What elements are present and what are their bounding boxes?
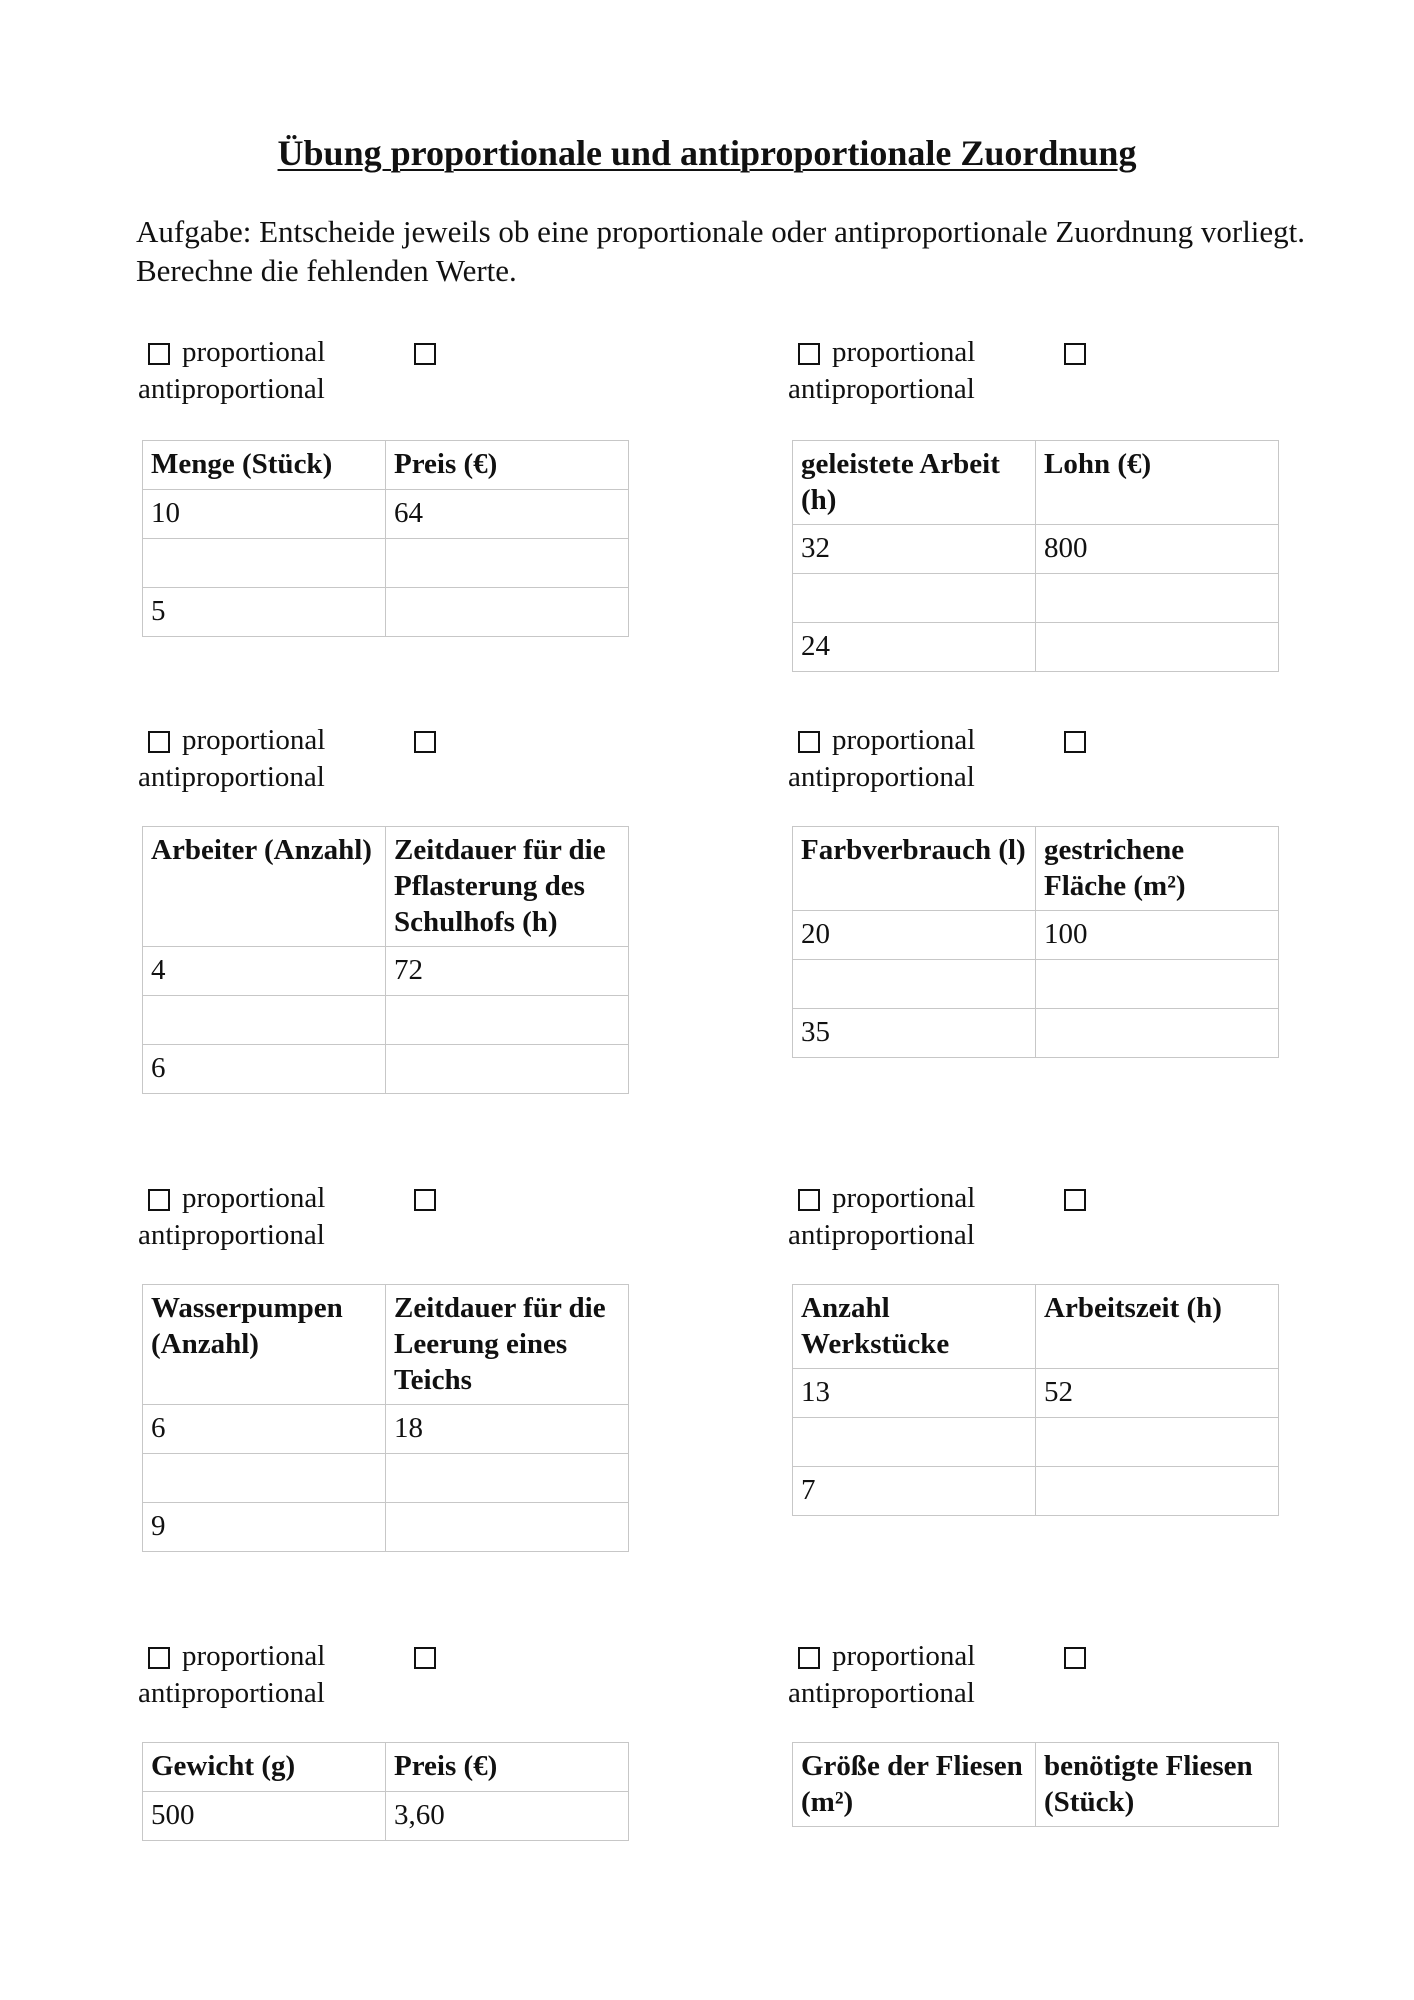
checkbox-proportional[interactable]: [148, 1647, 170, 1669]
value-cell: 6: [143, 1405, 386, 1454]
table-row: [793, 623, 1279, 672]
table-row: [143, 1792, 629, 1841]
checkbox-antiproportional[interactable]: [414, 343, 436, 365]
table-header-row: [793, 441, 1279, 525]
column-header: Wasserpumpen (Anzahl): [143, 1285, 386, 1405]
table-header-row: [143, 1285, 629, 1405]
checkbox-antiproportional[interactable]: [1064, 1647, 1086, 1669]
answer-cell[interactable]: [386, 1454, 629, 1503]
table-row: [143, 996, 629, 1045]
option-group: [788, 334, 1108, 408]
answer-cell[interactable]: [386, 588, 629, 637]
table-row: [143, 1405, 629, 1454]
answer-cell[interactable]: [143, 1454, 386, 1503]
option-group: [788, 1638, 1108, 1712]
table-header-row: [793, 1743, 1279, 1827]
checkbox-proportional[interactable]: [148, 343, 170, 365]
label-antiproportional: antiproportional: [138, 1677, 325, 1709]
table-header-row: [143, 827, 629, 947]
option-group: [788, 1180, 1108, 1254]
table-row: [143, 1503, 629, 1552]
table-row: [793, 1369, 1279, 1418]
answer-cell[interactable]: [1036, 960, 1279, 1009]
label-antiproportional: antiproportional: [138, 373, 325, 405]
option-group: [138, 722, 458, 796]
label-proportional: proportional: [832, 336, 976, 368]
label-proportional: proportional: [182, 724, 326, 756]
label-proportional: proportional: [182, 336, 326, 368]
column-header: Farbverbrauch (l): [793, 827, 1036, 911]
answer-cell[interactable]: [1036, 623, 1279, 672]
value-cell: 500: [143, 1792, 386, 1841]
value-table: [142, 1742, 629, 1841]
label-proportional: proportional: [832, 1182, 976, 1214]
table-row: [143, 1454, 629, 1503]
value-cell: 7: [793, 1467, 1036, 1516]
value-cell: 72: [386, 947, 629, 996]
table-row: [793, 1418, 1279, 1467]
column-header: Anzahl Werkstücke: [793, 1285, 1036, 1369]
answer-cell[interactable]: [1036, 1418, 1279, 1467]
column-header: Arbeiter (Anzahl): [143, 827, 386, 947]
value-cell: 64: [386, 490, 629, 539]
table-row: [793, 960, 1279, 1009]
column-header: Preis (€): [386, 441, 629, 490]
value-cell: 20: [793, 911, 1036, 960]
column-header: gestrichene Fläche (m²): [1036, 827, 1279, 911]
column-header: Gewicht (g): [143, 1743, 386, 1792]
table-row: [793, 525, 1279, 574]
table-row: [793, 574, 1279, 623]
label-antiproportional: antiproportional: [788, 1219, 975, 1251]
answer-cell[interactable]: [793, 960, 1036, 1009]
checkbox-antiproportional[interactable]: [1064, 731, 1086, 753]
label-proportional: proportional: [182, 1182, 326, 1214]
value-cell: 24: [793, 623, 1036, 672]
option-group: [138, 334, 458, 408]
table-row: [143, 947, 629, 996]
value-table: [792, 440, 1279, 672]
answer-cell[interactable]: [386, 1045, 629, 1094]
value-cell: 32: [793, 525, 1036, 574]
label-antiproportional: antiproportional: [138, 1219, 325, 1251]
column-header: Zeitdauer für die Leerung eines Teichs: [386, 1285, 629, 1405]
answer-cell[interactable]: [386, 539, 629, 588]
column-header: benötigte Fliesen (Stück): [1036, 1743, 1279, 1827]
option-group: [788, 722, 1108, 796]
table-row: [143, 490, 629, 539]
option-group: [138, 1638, 458, 1712]
value-table: [792, 1284, 1279, 1516]
checkbox-antiproportional[interactable]: [414, 731, 436, 753]
answer-cell[interactable]: [1036, 574, 1279, 623]
value-cell: 5: [143, 588, 386, 637]
column-header: Lohn (€): [1036, 441, 1279, 525]
value-cell: 3,60: [386, 1792, 629, 1841]
label-antiproportional: antiproportional: [788, 761, 975, 793]
label-antiproportional: antiproportional: [788, 373, 975, 405]
table-header-row: [143, 441, 629, 490]
value-cell: 4: [143, 947, 386, 996]
table-row: [143, 539, 629, 588]
table-row: [143, 588, 629, 637]
answer-cell[interactable]: [143, 996, 386, 1045]
checkbox-proportional[interactable]: [148, 1189, 170, 1211]
column-header: geleistete Arbeit (h): [793, 441, 1036, 525]
checkbox-antiproportional[interactable]: [1064, 1189, 1086, 1211]
answer-cell[interactable]: [1036, 1009, 1279, 1058]
table-row: [143, 1045, 629, 1094]
value-cell: 100: [1036, 911, 1279, 960]
value-cell: 800: [1036, 525, 1279, 574]
checkbox-proportional[interactable]: [798, 343, 820, 365]
value-table: [792, 826, 1279, 1058]
value-cell: 18: [386, 1405, 629, 1454]
answer-cell[interactable]: [386, 1503, 629, 1552]
label-proportional: proportional: [182, 1640, 326, 1672]
value-cell: 35: [793, 1009, 1036, 1058]
column-header: Zeitdauer für die Pflasterung des Schulhofs (h): [386, 827, 629, 947]
answer-cell[interactable]: [386, 996, 629, 1045]
label-antiproportional: antiproportional: [138, 761, 325, 793]
table-row: [793, 911, 1279, 960]
answer-cell[interactable]: [1036, 1467, 1279, 1516]
checkbox-antiproportional[interactable]: [414, 1189, 436, 1211]
value-table: [792, 1742, 1279, 1827]
page-title: Übung proportionale und antiproportionale Zuordnung: [277, 133, 1137, 173]
table-header-row: [793, 1285, 1279, 1369]
answer-cell[interactable]: [793, 1418, 1036, 1467]
checkbox-proportional[interactable]: [798, 1647, 820, 1669]
value-table: [142, 440, 629, 637]
value-table: [142, 826, 629, 1094]
answer-cell[interactable]: [143, 539, 386, 588]
table-row: [793, 1009, 1279, 1058]
column-header: Größe der Fliesen (m²): [793, 1743, 1036, 1827]
checkbox-proportional[interactable]: [798, 731, 820, 753]
value-cell: 9: [143, 1503, 386, 1552]
value-cell: 6: [143, 1045, 386, 1094]
value-table: [142, 1284, 629, 1552]
value-cell: 10: [143, 490, 386, 539]
column-header: Arbeitszeit (h): [1036, 1285, 1279, 1369]
option-group: [138, 1180, 458, 1254]
checkbox-antiproportional[interactable]: [414, 1647, 436, 1669]
task-instruction: Aufgabe: Entscheide jeweils ob eine proportionale oder antiproportionale Zuordnung vorliegt. Berechne die fehlenden Werte.: [136, 214, 1306, 288]
label-antiproportional: antiproportional: [788, 1677, 975, 1709]
table-header-row: [143, 1743, 629, 1792]
checkbox-proportional[interactable]: [798, 1189, 820, 1211]
table-header-row: [793, 827, 1279, 911]
checkbox-antiproportional[interactable]: [1064, 343, 1086, 365]
column-header: Preis (€): [386, 1743, 629, 1792]
value-cell: 52: [1036, 1369, 1279, 1418]
value-cell: 13: [793, 1369, 1036, 1418]
checkbox-proportional[interactable]: [148, 731, 170, 753]
label-proportional: proportional: [832, 1640, 976, 1672]
label-proportional: proportional: [832, 724, 976, 756]
answer-cell[interactable]: [793, 574, 1036, 623]
table-row: [793, 1467, 1279, 1516]
column-header: Menge (Stück): [143, 441, 386, 490]
